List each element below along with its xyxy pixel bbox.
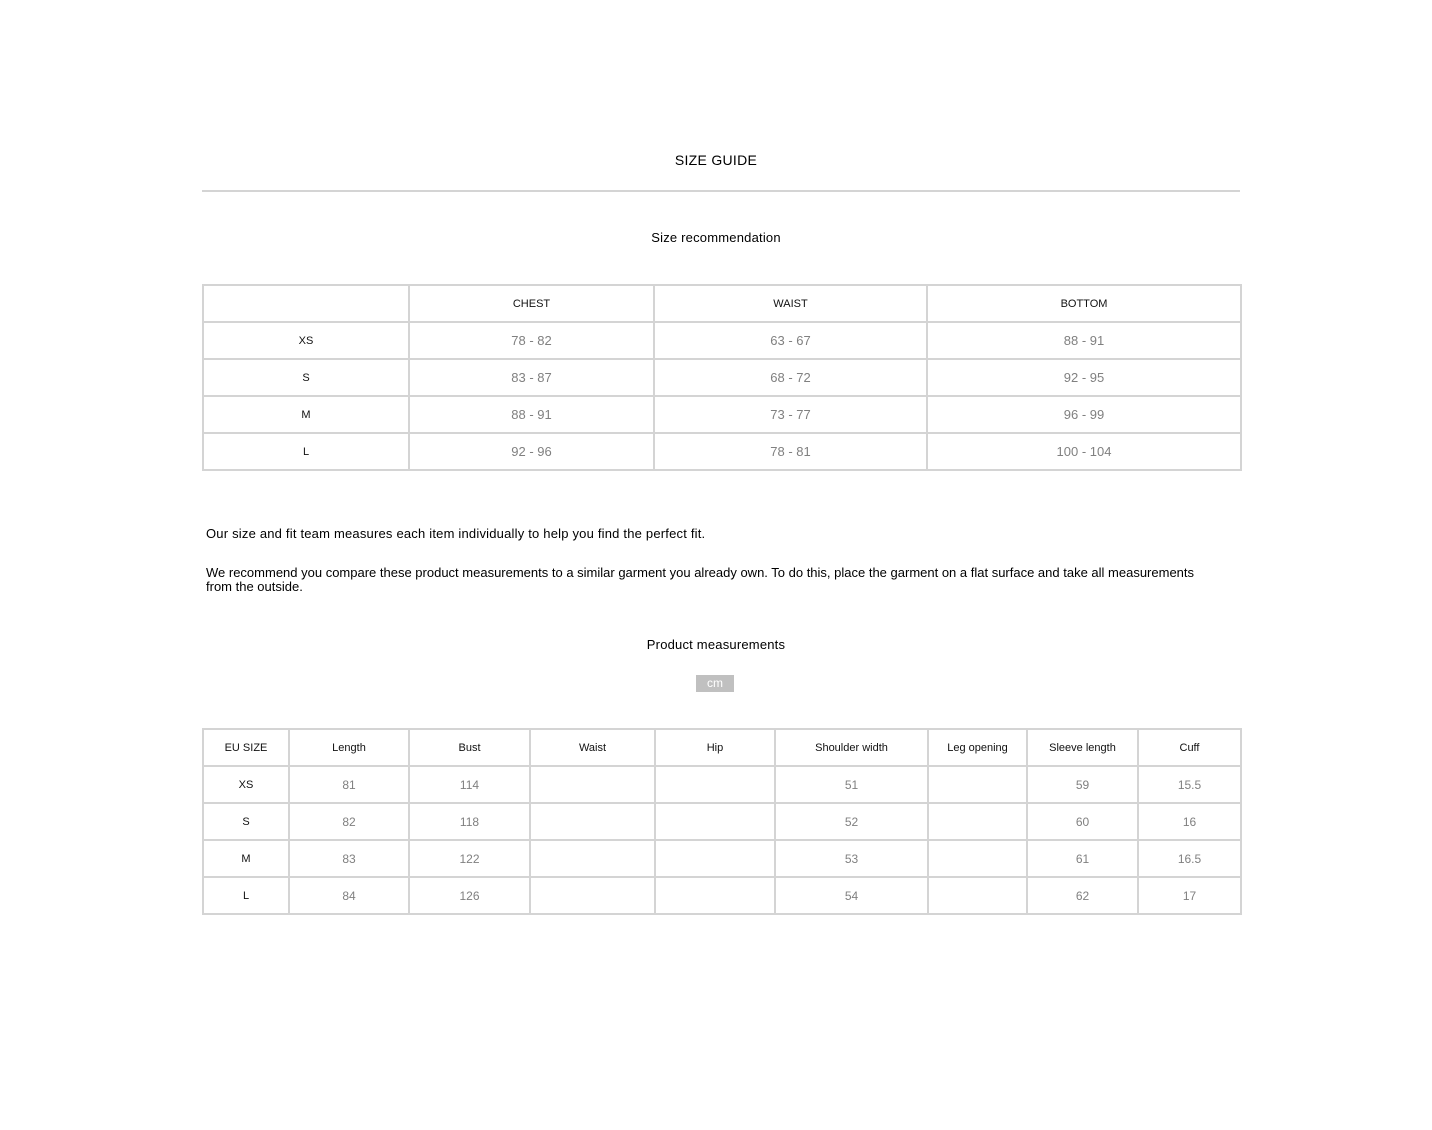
table-header-row — [203, 285, 1241, 322]
header-length: Length — [289, 729, 409, 766]
compare-measurements-note: We recommend you compare these product measurements to a similar garment you already own. To do this, place the garment on a flat surface and take all measurements from the outside. — [206, 565, 1195, 594]
header-waist: WAIST — [654, 285, 927, 322]
page-title: SIZE GUIDE — [674, 152, 758, 168]
sleeve-length-value: 61 — [1027, 840, 1138, 877]
table-row — [203, 433, 1241, 470]
cuff-value: 15.5 — [1138, 766, 1241, 803]
header-hip: Hip — [655, 729, 775, 766]
product-measurements-heading: Product measurements — [646, 637, 786, 652]
hip-value — [655, 877, 775, 914]
header-eu-size: EU SIZE — [203, 729, 289, 766]
product-measurements-table — [202, 728, 1242, 915]
waist-value — [530, 840, 655, 877]
bottom-value: 96 - 99 — [927, 396, 1241, 433]
table-row — [203, 840, 1241, 877]
header-chest: CHEST — [409, 285, 654, 322]
leg-opening-value — [928, 877, 1027, 914]
eu-size-label: XS — [203, 766, 289, 803]
chest-value: 83 - 87 — [409, 359, 654, 396]
cuff-value: 17 — [1138, 877, 1241, 914]
table-row — [203, 877, 1241, 914]
header-waist: Waist — [530, 729, 655, 766]
waist-value: 68 - 72 — [654, 359, 927, 396]
sleeve-length-value: 60 — [1027, 803, 1138, 840]
bust-value: 122 — [409, 840, 530, 877]
bottom-value: 92 - 95 — [927, 359, 1241, 396]
leg-opening-value — [928, 840, 1027, 877]
size-label: S — [203, 359, 409, 396]
length-value: 82 — [289, 803, 409, 840]
shoulder-width-value: 53 — [775, 840, 928, 877]
size-recommendation-heading: Size recommendation — [651, 230, 781, 245]
chest-value: 88 - 91 — [409, 396, 654, 433]
title-divider — [202, 190, 1240, 192]
length-value: 84 — [289, 877, 409, 914]
size-label: L — [203, 433, 409, 470]
table-row — [203, 322, 1241, 359]
eu-size-label: S — [203, 803, 289, 840]
sleeve-length-value: 59 — [1027, 766, 1138, 803]
leg-opening-value — [928, 803, 1027, 840]
header-leg-opening: Leg opening — [928, 729, 1027, 766]
bust-value: 126 — [409, 877, 530, 914]
unit-toggle-cm[interactable]: cm — [696, 675, 734, 692]
size-recommendation-table — [202, 284, 1242, 471]
chest-value: 92 - 96 — [409, 433, 654, 470]
table-header-row — [203, 729, 1241, 766]
size-label: XS — [203, 322, 409, 359]
waist-value — [530, 766, 655, 803]
header-shoulder-width: Shoulder width — [775, 729, 928, 766]
eu-size-label: M — [203, 840, 289, 877]
header-size — [203, 285, 409, 322]
waist-value: 63 - 67 — [654, 322, 927, 359]
table-row — [203, 396, 1241, 433]
hip-value — [655, 766, 775, 803]
cuff-value: 16 — [1138, 803, 1241, 840]
hip-value — [655, 803, 775, 840]
header-sleeve-length: Sleeve length — [1027, 729, 1138, 766]
bust-value: 118 — [409, 803, 530, 840]
table-row — [203, 803, 1241, 840]
waist-value — [530, 803, 655, 840]
hip-value — [655, 840, 775, 877]
header-cuff: Cuff — [1138, 729, 1241, 766]
fit-team-note: Our size and fit team measures each item individually to help you find the perfect fit. — [206, 526, 706, 541]
shoulder-width-value: 54 — [775, 877, 928, 914]
length-value: 83 — [289, 840, 409, 877]
waist-value — [530, 877, 655, 914]
table-row — [203, 766, 1241, 803]
table-row — [203, 359, 1241, 396]
waist-value: 73 - 77 — [654, 396, 927, 433]
size-label: M — [203, 396, 409, 433]
length-value: 81 — [289, 766, 409, 803]
bust-value: 114 — [409, 766, 530, 803]
chest-value: 78 - 82 — [409, 322, 654, 359]
bottom-value: 88 - 91 — [927, 322, 1241, 359]
bottom-value: 100 - 104 — [927, 433, 1241, 470]
shoulder-width-value: 51 — [775, 766, 928, 803]
sleeve-length-value: 62 — [1027, 877, 1138, 914]
eu-size-label: L — [203, 877, 289, 914]
header-bust: Bust — [409, 729, 530, 766]
leg-opening-value — [928, 766, 1027, 803]
cuff-value: 16.5 — [1138, 840, 1241, 877]
shoulder-width-value: 52 — [775, 803, 928, 840]
waist-value: 78 - 81 — [654, 433, 927, 470]
header-bottom: BOTTOM — [927, 285, 1241, 322]
